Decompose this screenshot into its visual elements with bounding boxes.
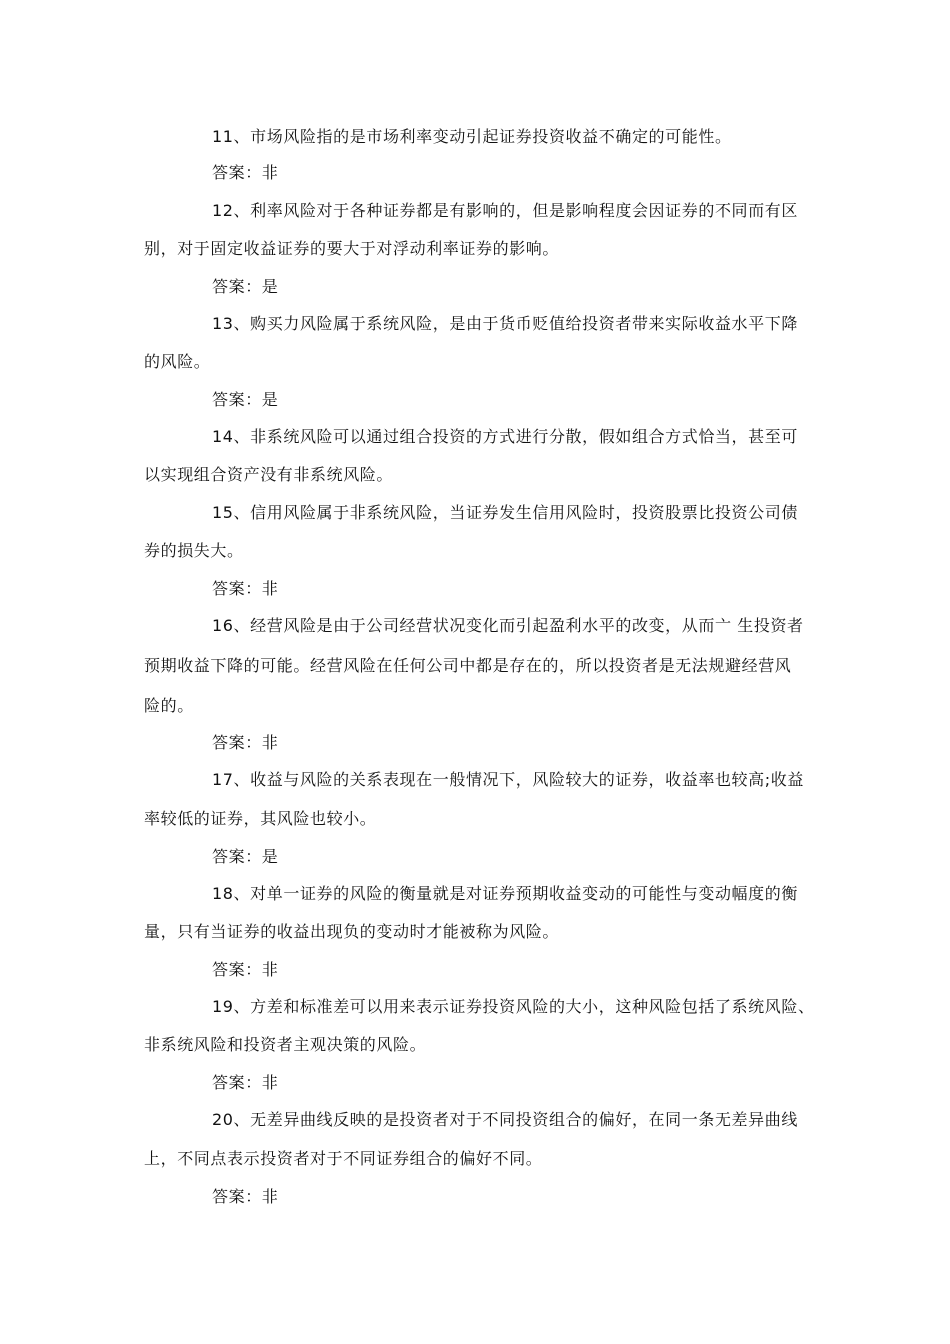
answer-17: 答案：是	[212, 847, 279, 866]
answer-12: 答案：是	[212, 277, 279, 296]
question-14: 14、非系统风险可以通过组合投资的方式进行分散，假如组合方式恰当，甚至可	[212, 427, 798, 446]
question-15: 15、信用风险属于非系统风险，当证券发生信用风险时，投资股票比投资公司债	[212, 503, 798, 522]
answer-13: 答案：是	[212, 390, 279, 409]
answer-16: 答案：非	[212, 733, 279, 752]
question-20-continued: 上，不同点表示投资者对于不同证券组合的偏好不同。	[144, 1149, 543, 1168]
question-18: 18、对单一证券的风险的衡量就是对证券预期收益变动的可能性与变动幅度的衡	[212, 884, 798, 903]
question-19: 19、方差和标准差可以用来表示证券投资风险的大小，这种风险包括了系统风险、	[212, 997, 815, 1016]
answer-18: 答案：非	[212, 960, 279, 979]
answer-20: 答案：非	[212, 1187, 279, 1206]
question-14-continued: 以实现组合资产没有非系统风险。	[144, 465, 394, 484]
answer-15: 答案：非	[212, 579, 279, 598]
question-16: 16、经营风险是由于公司经营状况变化而引起盈利水平的改变，从而亠 生投资者	[212, 616, 804, 635]
question-16-continued-2: 险的。	[144, 696, 194, 715]
answer-19: 答案：非	[212, 1073, 279, 1092]
answer-11: 答案：非	[212, 163, 279, 182]
question-17-continued: 率较低的证券，其风险也较小。	[144, 809, 377, 828]
question-18-continued: 量，只有当证券的收益出现负的变动时才能被称为风险。	[144, 922, 560, 941]
question-12-continued: 别，对于固定收益证券的要大于对浮动利率证券的影响。	[144, 239, 560, 258]
question-16-continued-1: 预期收益下降的可能。经营风险在任何公司中都是存在的，所以投资者是无法规避经营风	[144, 656, 792, 675]
question-15-continued: 券的损失大。	[144, 541, 244, 560]
question-12: 12、利率风险对于各种证券都是有影响的，但是影响程度会因证券的不同而有区	[212, 201, 798, 220]
question-17: 17、收益与风险的关系表现在一般情况下，风险较大的证券，收益率也较高;收益	[212, 770, 804, 789]
question-13-continued: 的风险。	[144, 352, 211, 371]
question-19-continued: 非系统风险和投资者主观决策的风险。	[144, 1035, 427, 1054]
question-20: 20、无差异曲线反映的是投资者对于不同投资组合的偏好，在同一条无差异曲线	[212, 1110, 798, 1129]
question-13: 13、购买力风险属于系统风险，是由于货币贬值给投资者带来实际收益水平下降	[212, 314, 798, 333]
question-11: 11、市场风险指的是市场利率变动引起证券投资收益不确定的可能性。	[212, 127, 732, 146]
